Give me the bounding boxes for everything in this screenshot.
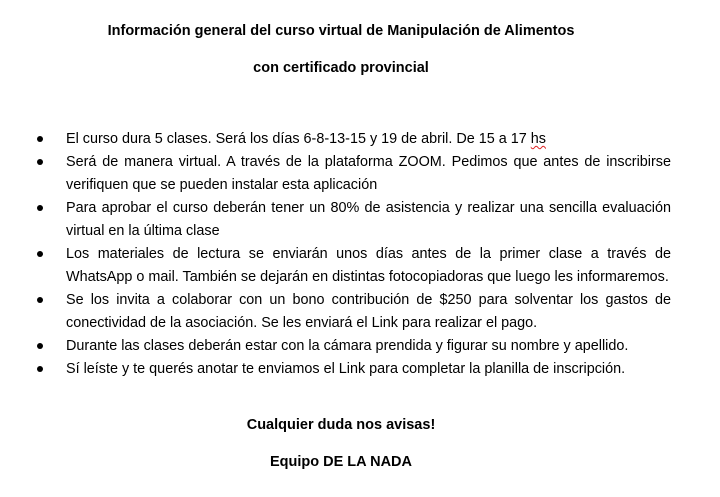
- bullet-dot-icon: [37, 205, 43, 211]
- bullet-dot-icon: [37, 366, 43, 372]
- bullet-dot-icon: [37, 343, 43, 349]
- bullet-item-registration: [0, 358, 671, 381]
- bullet-dot-icon: [37, 159, 43, 165]
- bullet-text: Los materiales de lectura se enviarán unos días antes de la primer clase a través de WhatsApp o mail. También se dejarán en distintas fotocopiadoras que luego les informaremos.: [66, 246, 671, 285]
- bullet-text: Sí leíste y te querés anotar te enviamos el Link para completar la planilla de inscripción.: [66, 361, 626, 377]
- bullet-item-camera: [0, 335, 671, 358]
- bullet-item-approval: [0, 197, 671, 243]
- bullet-item-contribution: [0, 289, 671, 335]
- bullet-item-schedule: [0, 128, 671, 151]
- bullet-text: Durante las clases deberán estar con la cámara prendida y figurar su nombre y apellido.: [66, 338, 629, 354]
- bullet-text: Será de manera virtual. A través de la plataforma ZOOM. Pedimos que antes de inscribirse verifiquen que se pueden instalar esta aplicación: [66, 154, 671, 193]
- bullet-dot-icon: [37, 251, 43, 257]
- bullet-text: Se los invita a colaborar con un bono contribución de $250 para solventar los gastos de conectividad de la asociación. Se les enviará el Link para realizar el pago.: [66, 292, 671, 331]
- footer-contact-line: Cualquier duda nos avisas!: [246, 417, 436, 433]
- spellcheck-flagged-word: hs: [530, 131, 546, 147]
- footer-signature: Equipo DE LA NADA: [269, 454, 413, 470]
- bullet-dot-icon: [37, 136, 43, 142]
- bullet-item-materials: [0, 243, 671, 289]
- bullet-text: Para aprobar el curso deberán tener un 80% de asistencia y realizar una sencilla evaluación virtual en la última clase: [66, 200, 671, 239]
- document-title-line-2: con certificado provincial: [253, 60, 429, 76]
- bullet-dot-icon: [37, 297, 43, 303]
- info-bullet-list: [0, 128, 720, 381]
- bullet-item-virtual: [0, 151, 671, 197]
- document-title-line-1: Información general del curso virtual de Manipulación de Alimentos: [107, 23, 575, 39]
- bullet-text: El curso dura 5 clases. Será los días 6-8-13-15 y 19 de abril. De 15 a 17: [66, 131, 531, 147]
